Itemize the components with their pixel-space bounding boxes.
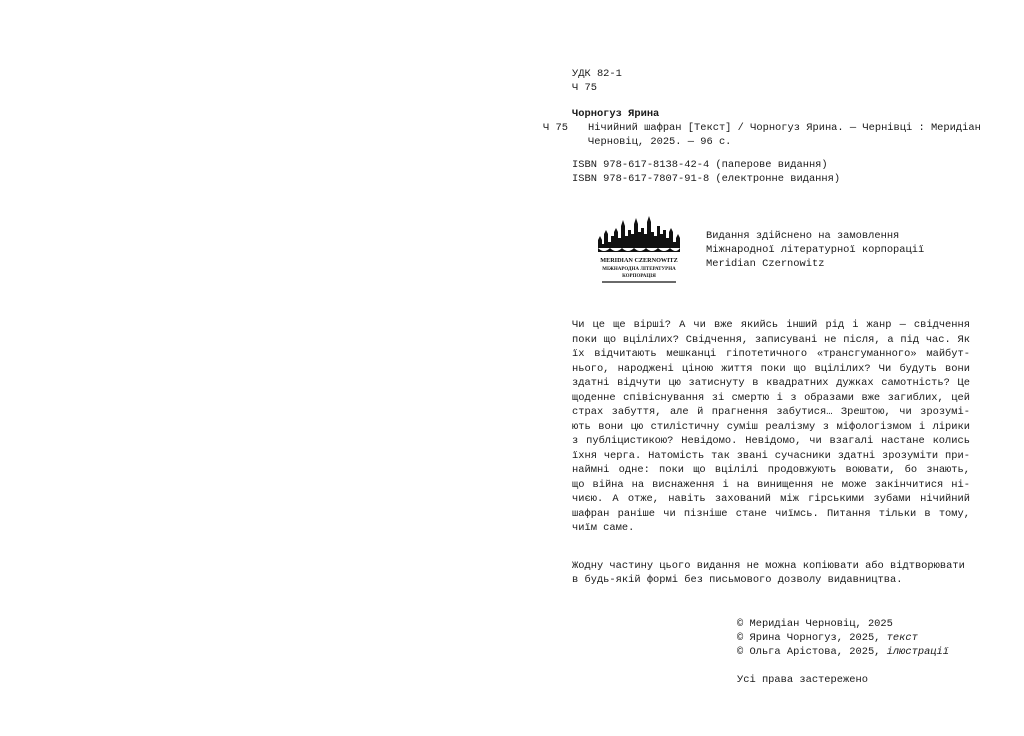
- udc-code: УДК 82-1: [572, 68, 622, 80]
- logo-name: MERIDIAN CZERNOWITZ: [600, 257, 678, 264]
- copyright-author-role: текст: [886, 632, 918, 644]
- annotation-line: Чи це ще вірші? А чи вже якийсь інший рід і жанр — свідчення: [572, 319, 970, 331]
- copyright-illustrator: [737, 645, 949, 659]
- annotation-line: їхня черга. Натомість так звані сучасники здатні зрозуміти при-: [572, 449, 970, 462]
- isbn-electronic: ISBN 978-617-7807-91-8 (електронне видання): [572, 173, 841, 185]
- city-skyline-icon: [594, 212, 684, 288]
- copy-notice-line2: в будь-якій формі без письмового дозволу видавництва.: [572, 574, 903, 586]
- annotation-line: чиєю. А отже, навіть захований між гірськими зубами нічийний: [572, 493, 970, 505]
- annotation-line: ють вони цю стилістичну суміш реалізму з міфологізмом і лірики: [572, 420, 970, 433]
- copyright-author: [737, 631, 918, 645]
- annotation-paragraph: [572, 318, 970, 536]
- logo-subtitle-2: КОРПОРАЦІЯ: [622, 274, 656, 279]
- annotation-line: з публіцистикою? Невідомо. Невідомо, чи взагалі настане колись: [572, 435, 970, 447]
- publisher-note-line1: Видання здійснено на замовлення: [706, 230, 900, 242]
- copyright-illustrator-role: ілюстрації: [886, 646, 950, 658]
- annotation-line: страх забуття, але й прагнення забутися… Зрештою, чи зрозумі-: [572, 406, 970, 418]
- catalog-margin-mark: Ч 75: [543, 122, 568, 134]
- catalog-title-line: Нічийний шафран [Текст] / Чорногуз Ярина. — Чернівці : Меридіан: [588, 122, 981, 134]
- isbn-print: ISBN 978-617-8138-42-4 (паперове видання): [572, 159, 828, 171]
- copyright-illustrator-text: © Ольга Арістова, 2025,: [737, 646, 887, 658]
- publisher-logo: [594, 212, 684, 288]
- annotation-line: нього, народжені ціною життя поки що вцілілих? Чи будуть вони: [572, 362, 970, 375]
- udc-author-mark: Ч 75: [572, 82, 597, 94]
- annotation-line: їх відчитають мешканці гіпотетичного «трансгуманного» майбут-: [572, 348, 970, 360]
- annotation-line: поки що вцілілих? Свідчення, записувані не після, а під час. Як: [572, 333, 970, 346]
- rights-reserved: Усі права застережено: [737, 674, 868, 686]
- author-heading: Чорногуз Ярина: [572, 108, 660, 120]
- catalog-imprint-line: Черновіц, 2025. — 96 с.: [588, 136, 732, 148]
- annotation-line: наймні одне: поки що вцілілі продовжують воювати, бо знають,: [572, 464, 970, 476]
- annotation-line: щоденне співіснування зі смертю і з образами вже загиблих, цей: [572, 391, 970, 404]
- logo-subtitle-1: МІЖНАРОДНА ЛІТЕРАТУРНА: [602, 267, 676, 272]
- annotation-line: шафран раніше чи пізніше стане чиїмсь. Питання тільки в тому,: [572, 507, 970, 520]
- copyright-author-text: © Ярина Чорногуз, 2025,: [737, 632, 887, 644]
- publisher-note-line3: Meridian Czernowitz: [706, 258, 825, 270]
- annotation-line: здатні відчути цю затиснуту в квадратних дужках самотність? Це: [572, 377, 970, 389]
- annotation-line: чиїм саме.: [572, 522, 635, 534]
- copy-notice-line1: Жодну частину цього видання не можна копіювати або відтворювати: [572, 560, 965, 572]
- publisher-note-line2: Міжнародної літературної корпорації: [706, 244, 925, 256]
- copyright-publisher: © Меридіан Черновіц, 2025: [737, 618, 893, 630]
- annotation-line: що війна на виснаження і на винищення не може закінчитися ні-: [572, 478, 970, 491]
